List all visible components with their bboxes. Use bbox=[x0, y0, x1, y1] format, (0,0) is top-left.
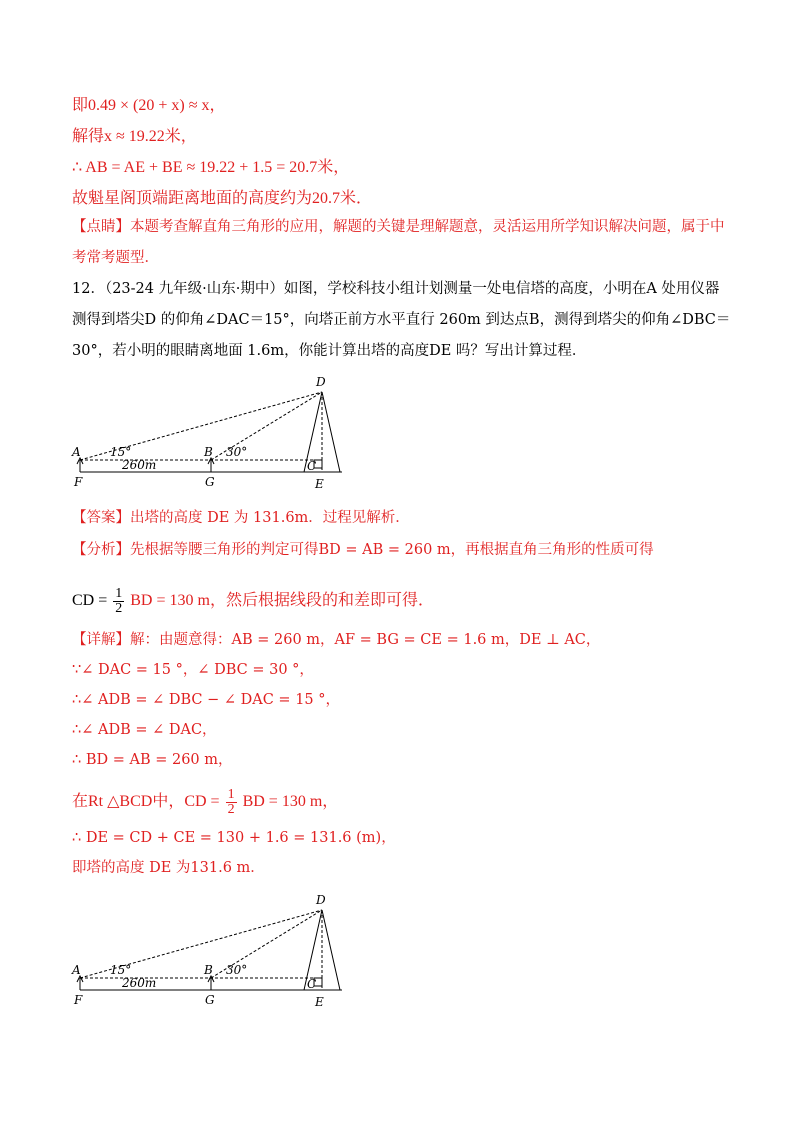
label-a: A bbox=[72, 445, 81, 459]
label-f-2: F bbox=[74, 993, 83, 1007]
label-g: G bbox=[205, 475, 215, 489]
analysis-line-1: 【分析】先根据等腰三角形的判定可得BD = AB = 260 m，再根据直角三角形的性质可得 bbox=[72, 542, 654, 558]
key-point-text: 本题考查解直角三角形的应用，解题的关键是理解题意，灵活运用所学知识解决问题，属于中考常考题型． bbox=[72, 219, 725, 266]
analysis-line-2: CD = $\frac{1}{2}$ BD = 130 m，然后根据线段的和差即可得． bbox=[72, 585, 434, 616]
step-5: 在Rt △BCD中，CD = $\frac{1}{2}$ BD = 130 m， bbox=[72, 786, 339, 817]
label-d-2: D bbox=[316, 893, 326, 907]
label-d: D bbox=[316, 375, 326, 389]
step-2: ∴∠ ADB = ∠ DBC − ∠ DAC = 15 °， bbox=[72, 692, 341, 708]
label-e: E bbox=[315, 477, 324, 491]
step-6: ∴ DE = CD + CE = 130 + 1.6 = 131.6 (m)， bbox=[72, 830, 396, 846]
tower-figure-2 bbox=[60, 888, 360, 1013]
label-15-2: 15° bbox=[110, 963, 132, 977]
step-7: 即塔的高度 DE 为131.6 m． bbox=[72, 860, 265, 876]
step-3: ∴∠ ADB = ∠ DAC， bbox=[72, 722, 217, 738]
label-c: C bbox=[307, 459, 317, 473]
label-a-2: A bbox=[72, 963, 81, 977]
step-1: ∵∠ DAC = 15 °，∠ DBC = 30 °， bbox=[72, 662, 314, 678]
answer-line: 【答案】出塔的高度 DE 为 131.6m．过程见解析． bbox=[72, 510, 410, 526]
line-4: 故魁星阁顶端距离地面的高度约为20.7米． bbox=[72, 190, 373, 207]
fraction-half-2: $\frac{1}{2}$ bbox=[227, 786, 235, 817]
label-c-2: C bbox=[307, 977, 317, 991]
label-e-2: E bbox=[315, 995, 324, 1009]
label-b: B bbox=[204, 445, 213, 459]
line-3: ∴ AB = AE + BE ≈ 19.22 + 1.5 = 20.7米， bbox=[72, 159, 350, 176]
label-b-2: B bbox=[204, 963, 213, 977]
tower-figure-1 bbox=[60, 370, 360, 495]
detail-line: 【详解】解：由题意得：AB = 260 m，AF = BG = CE = 1.6 m，DE ⊥ AC， bbox=[72, 632, 601, 648]
label-g-2: G bbox=[205, 993, 215, 1007]
line-2: 解得x ≈ 19.22米， bbox=[72, 128, 197, 145]
line-1: 即0.49 × (20 + x) ≈ x， bbox=[72, 97, 226, 114]
question-12: 12．（23-24 九年级·山东·期中）如图，学校科技小组计划测量一处电信塔的高度，小明在A 处用仪器测得到塔尖D 的仰角∠DAC＝15°，向塔正前方水平直行 260m 到达点B，测得到塔尖的仰角∠DBC＝30°，若小明的眼睛离地面 1.6m，你能计算出塔的高度DE 吗？写出计算过程． bbox=[72, 281, 731, 359]
label-30-2: 30° bbox=[226, 963, 248, 977]
label-260m-2: 260m bbox=[122, 976, 157, 990]
label-15: 15° bbox=[110, 445, 132, 459]
label-30: 30° bbox=[226, 445, 248, 459]
key-point-tag: 【点睛】 bbox=[72, 219, 130, 235]
label-f: F bbox=[74, 475, 83, 489]
fraction-half: $\frac{1}{2}$ bbox=[115, 585, 123, 616]
label-260m: 260m bbox=[122, 458, 157, 472]
tower-right bbox=[322, 392, 340, 472]
step-4: ∴ BD = AB = 260 m， bbox=[72, 752, 233, 768]
key-point bbox=[72, 212, 732, 274]
